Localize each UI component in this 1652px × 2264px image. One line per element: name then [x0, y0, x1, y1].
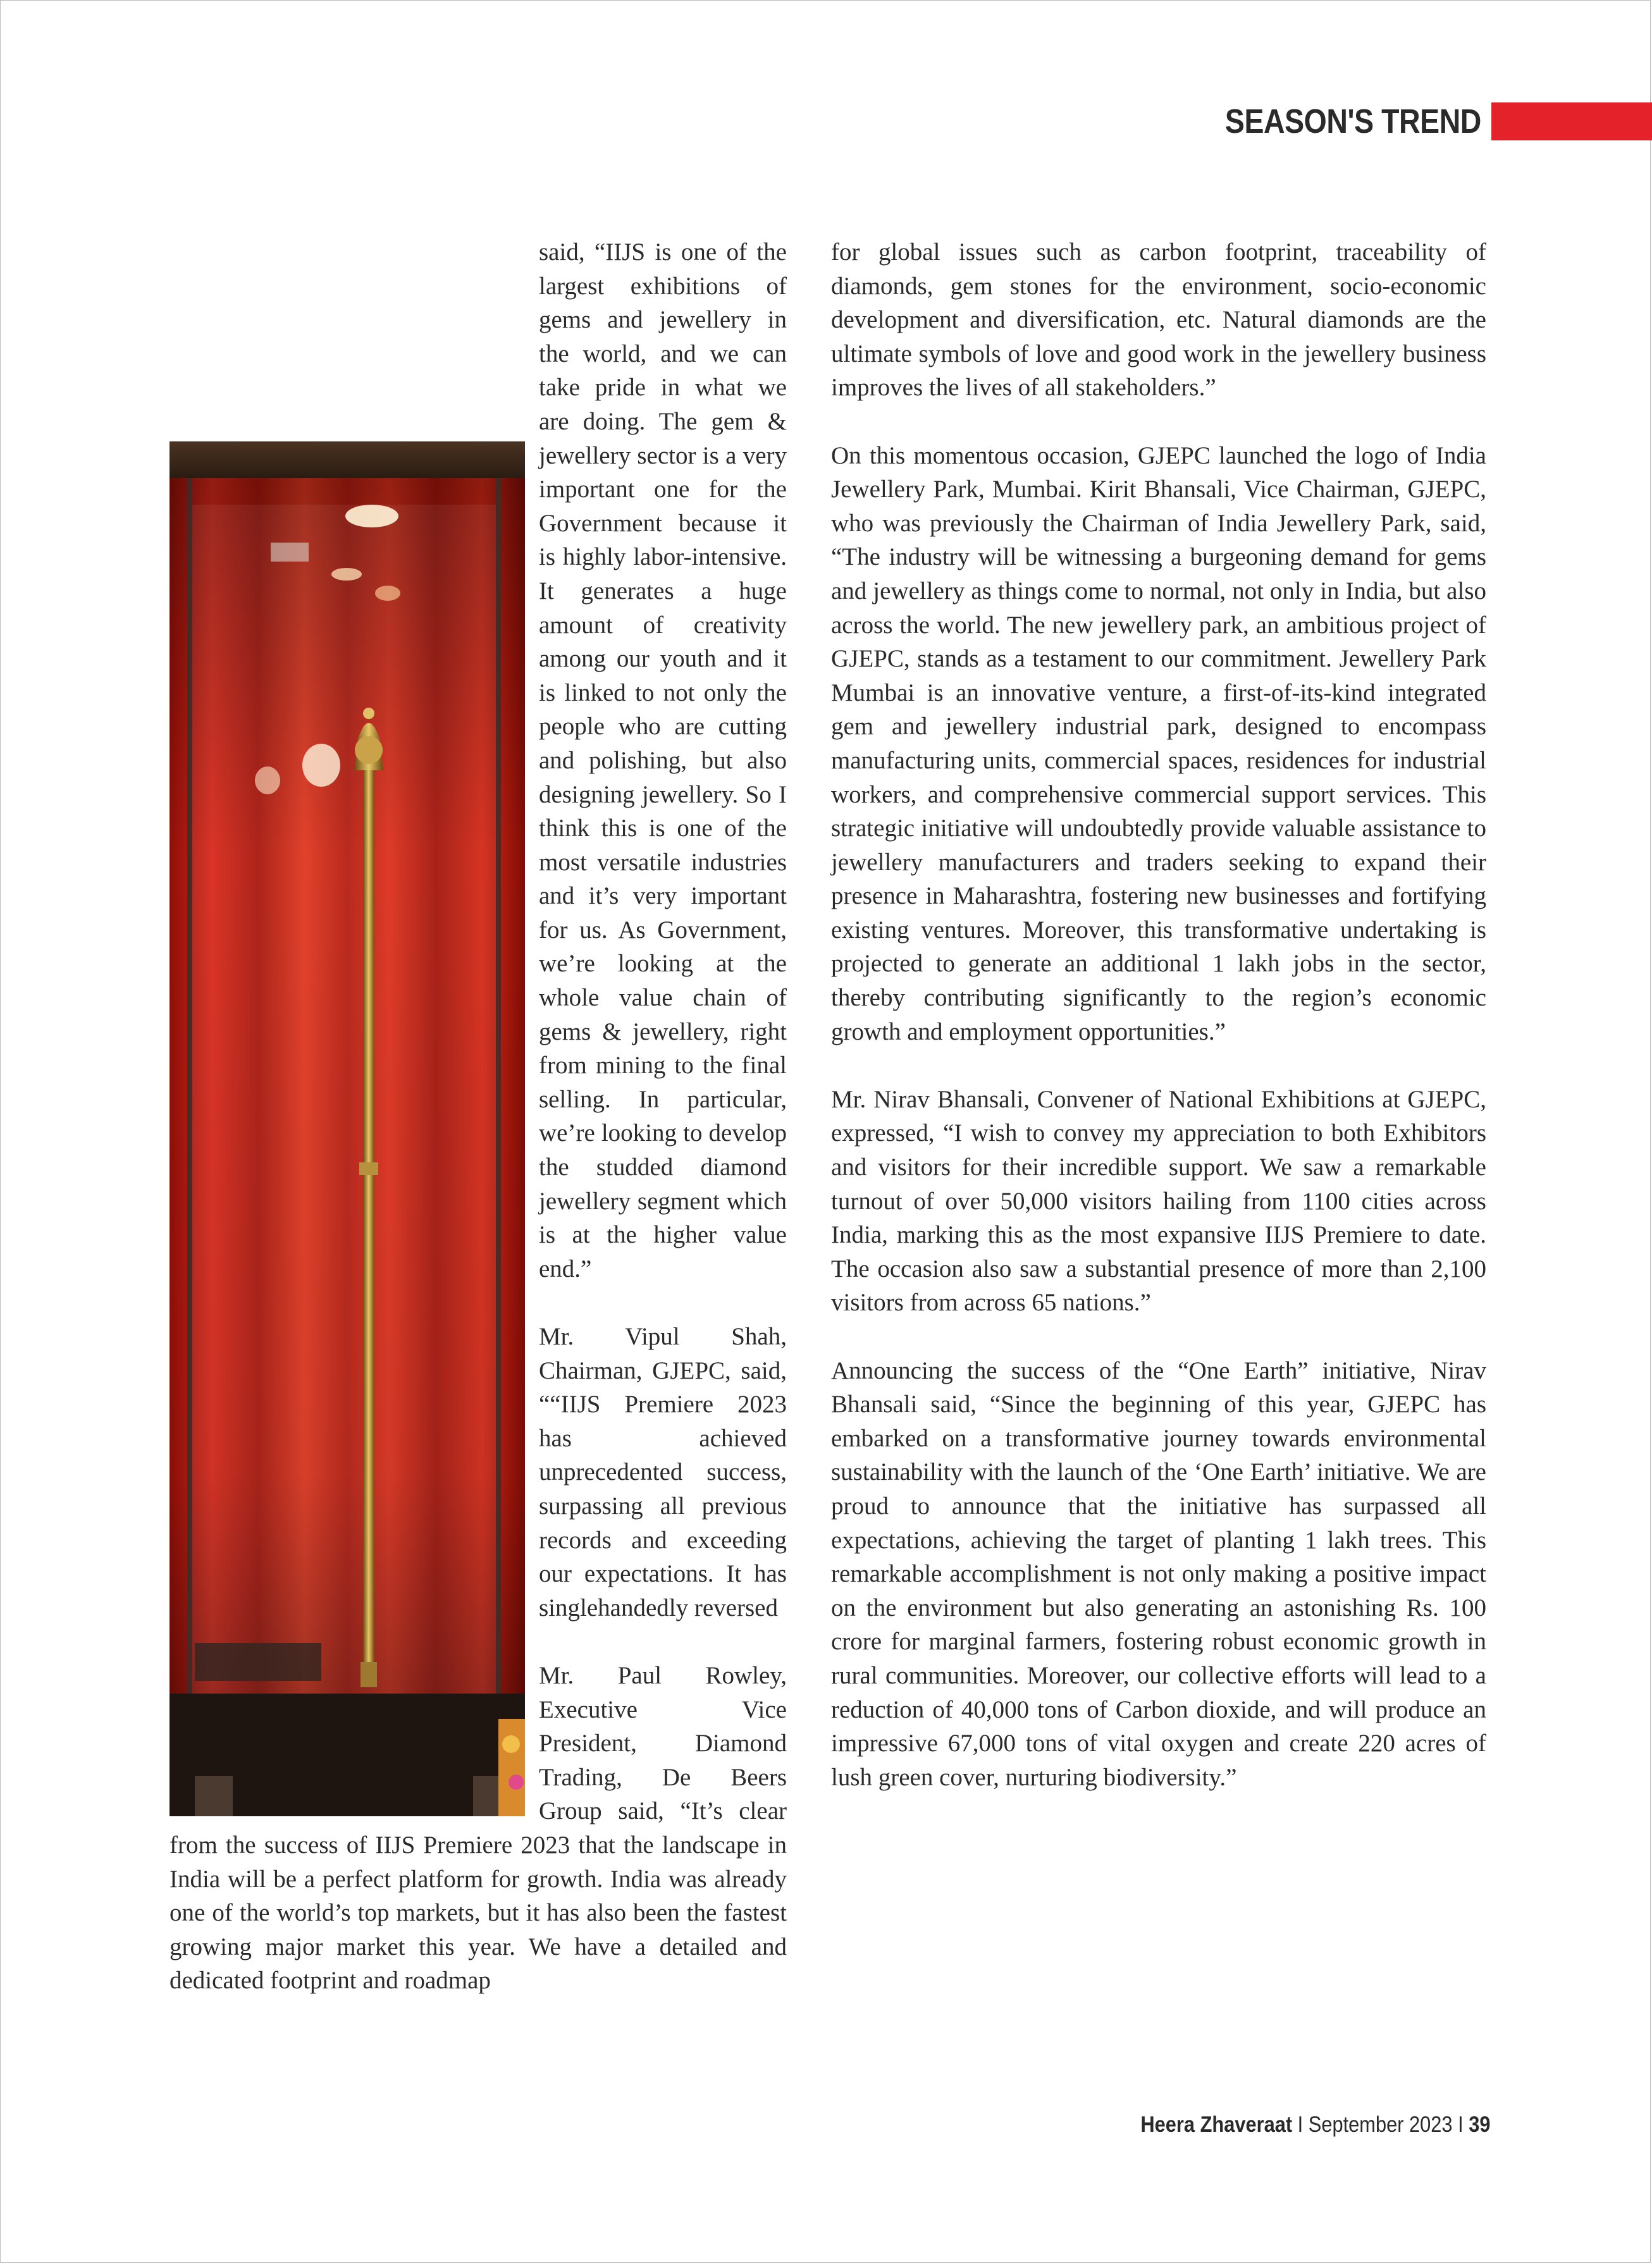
section-header — [0, 101, 1652, 142]
article-right-column — [831, 235, 1486, 1794]
article-left-column — [170, 235, 787, 1998]
footer-issue-date: September 2023 — [1308, 2112, 1453, 2137]
right-paragraph-1: for global issues such as carbon footprint, traceability of diamonds, gem stones for the environment, socio-economic development and diversification, etc. Natural diamonds are the ultimate symbols of love and good work in the jewellery business improves the lives of all stakeholders.” — [831, 238, 1486, 402]
footer-separator: I — [1291, 2112, 1309, 2137]
page-footer — [1140, 2110, 1490, 2140]
mace-display-photo — [170, 441, 525, 1816]
footer-magazine-name: Heera Zhaveraat — [1140, 2112, 1292, 2137]
footer-page-number: 39 — [1468, 2112, 1490, 2137]
right-paragraph-4: Announcing the success of the “One Earth” initiative, Nirav Bhansali said, “Since the beginning of this year, GJEPC has embarked on a transformative journey towards environmental sustainability with the launch of the ‘One Earth’ initiative. We are proud to announce that the initiative has surpassed all expectations, achieving the target of planting 1 lakh trees. This remarkable accomplishment is not only making a positive impact on the environment but also generating an astonishing Rs. 100 crore for marginal farmers, fostering robust economic growth in rural communities. Moreover, our collective efforts will lead to a reduction of 40,000 tons of Carbon dioxide, and will produce an impressive 67,000 tons of vital oxygen and create 220 acres of lush green cover, nurturing biodiversity.” — [831, 1357, 1486, 1791]
left-paragraph-2: Mr. Vipul Shah, Chairman, GJEPC, said, ““IIJS Premiere 2023 has achieved unprecedented success, surpassing all previous records and exceeding our expectations. It has singlehandedly reversed — [539, 1323, 787, 1621]
left-paragraph-1: said, “IIJS is one of the largest exhibitions of gems and jewellery in the world, and we can take pride in what we are doing. The gem & jewellery sector is a very important one for the Government because it is highly labor-intensive. It generates a huge amount of creativity among our youth and it is linked to not only the people who are cutting and polishing, but also designing jewellery. So I think this is one of the most versatile industries and it’s very important for us. As Government, we’re looking at the whole value chain of gems & jewellery, right from mining to the final selling. In particular, we’re looking to develop the studded diamond jewellery segment which is at the higher value end.” — [539, 238, 787, 1283]
right-paragraph-3: Mr. Nirav Bhansali, Convener of National Exhibitions at GJEPC, expressed, “I wish to convey my appreciation to both Exhibitors and visitors for their incredible support. We saw a remarkable turnout of over 50,000 visitors hailing from 1100 cities across India, marking this as the most expansive IIJS Premiere to date. The occasion also saw a substantial presence of more than 2,100 visitors from across 65 nations.” — [831, 1085, 1486, 1317]
section-title: SEASON'S TREND — [1225, 102, 1481, 140]
right-paragraph-2: On this momentous occasion, GJEPC launched the logo of India Jewellery Park, Mumbai. Kirit Bhansali, Vice Chairman, GJEPC, who was previously the Chairman of India Jewellery Park, said, “The industry will be witnessing a burgeoning demand for gems and jewellery as things come to normal, not only in India, but also across the world. The new jewellery park, an ambitious project of GJEPC, stands as a testament to our commitment. Jewellery Park Mumbai is an innovative venture, a first-of-its-kind integrated gem and jewellery industrial park, designed to encompass manufacturing units, commercial spaces, residences for industrial workers, and comprehensive commercial support services. This strategic initiative will undoubtedly provide valuable assistance to jewellery manufacturers and traders seeking to expand their presence in Maharashtra, fostering new businesses and fortifying existing ventures. Moreover, this transformative undertaking is projected to generate an additional 1 lakh jobs in the sector, thereby contributing significantly to the region’s economic growth and employment opportunities.” — [831, 441, 1486, 1045]
left-paragraph-3: Mr. Paul Rowley, Executive Vice President, Diamond Trading, De Beers Group said, “It’s clear from the success of IIJS Premiere 2023 that the landscape in India will be a perfect platform for growth. India was already one of the world’s top markets, but it has also been the fastest growing major market this year. We have a detailed and dedicated footprint and roadmap — [170, 1661, 787, 1995]
header-accent-bar — [1491, 102, 1652, 140]
footer-separator-2: I — [1452, 2112, 1469, 2137]
